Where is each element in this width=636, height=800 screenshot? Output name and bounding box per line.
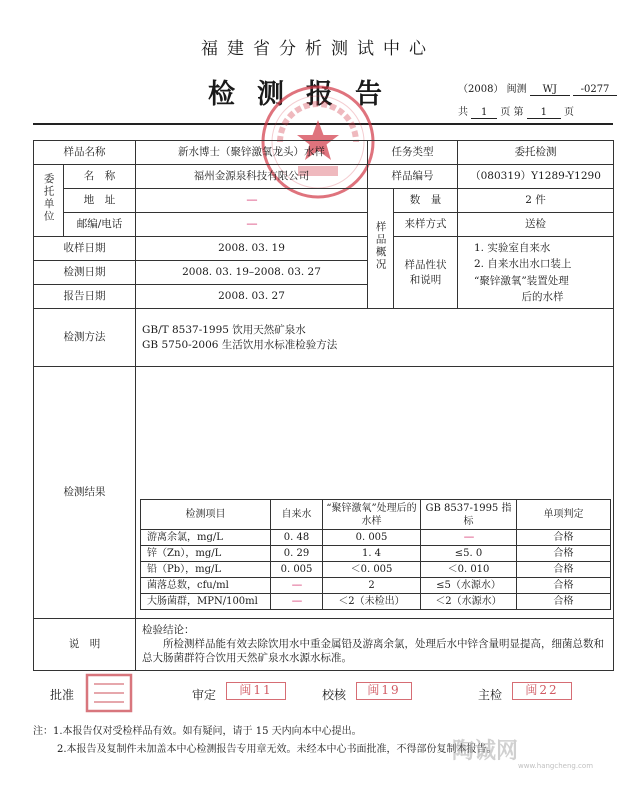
table-row [141, 562, 611, 578]
check-signature: 闽19 [356, 682, 412, 700]
results-header-treated: “聚锌激氧”处理后的水样 [323, 500, 421, 530]
results-item: 铅（Pb），mg/L [141, 562, 271, 578]
methods-cell [136, 309, 614, 367]
results-judgment: 合格 [517, 578, 611, 594]
receive-date-label: 收样日期 [34, 237, 136, 261]
footnote-2: 2.本报告及复制件未加盖本中心检测报告专用章无效。未经本中心书面批准，不得部份复制本报告。 [57, 744, 497, 755]
traits-item: 1. 实验室自来水 [474, 241, 551, 254]
method-item: GB/T 8537-1995 饮用天然矿泉水 [142, 324, 306, 337]
results-header-judgment: 单项判定 [517, 500, 611, 530]
approval-stamp-icon [84, 672, 134, 714]
report-year: （2008） [458, 84, 504, 95]
check-label: 校核 [322, 688, 347, 702]
results-treated: 0. 005 [323, 530, 421, 546]
results-treated: 2 [323, 578, 421, 594]
notes-title: 检验结论： [142, 624, 195, 636]
task-type-label: 任务类型 [368, 141, 458, 165]
results-standard: ---- [421, 530, 517, 546]
results-judgment: 合格 [517, 530, 611, 546]
traits-label-line-2: 和说明 [409, 273, 442, 286]
results-treated: ＜2（未检出） [323, 594, 421, 610]
report-code-b: -0277 [573, 84, 617, 96]
results-treated: ＜0. 005 [323, 562, 421, 578]
results-item: 游离余氯，mg/L [141, 530, 271, 546]
traits-label-line-1: 样品性状 [404, 259, 447, 272]
traits-list [458, 237, 614, 309]
results-table [140, 499, 611, 610]
results-tap: ---- [271, 594, 323, 610]
traits-item: 2. 自来水出水口装上 [474, 258, 572, 271]
results-header-standard: GB 8537-1995 指标 [421, 500, 517, 530]
client-name: 福州金源泉科技有限公司 [136, 165, 368, 189]
inspect-label: 主检 [478, 688, 503, 702]
traits-item: 后的水样 [521, 290, 564, 303]
task-type: 委托检测 [458, 141, 614, 165]
report-date: 2008. 03. 27 [136, 285, 368, 309]
traits-label [394, 237, 458, 309]
notes-cell [136, 619, 614, 671]
results-item: 锌（Zn），mg/L [141, 546, 271, 562]
approve-label: 批准 [50, 688, 75, 702]
results-header-item: 检测项目 [141, 500, 271, 530]
results-tap: ---- [271, 578, 323, 594]
table-row [141, 578, 611, 594]
postcode-phone-label: 邮编/电话 [64, 213, 136, 237]
traits-item: “聚锌激氧”装置处理 [474, 274, 569, 287]
delivery: 送检 [458, 213, 614, 237]
page-current: 1 [527, 107, 561, 119]
notes-text: 所检测样品能有效去除饮用水中重金属铅及游离余氯，处理后水中锌含量明显提高，细菌总数和总大肠菌群符合饮用天然矿泉水水源水标准。 [142, 638, 604, 665]
report-form [33, 140, 614, 671]
receive-date: 2008. 03. 19 [136, 237, 368, 261]
address-label: 地 址 [64, 189, 136, 213]
review-signature: 闽11 [226, 682, 286, 700]
results-treated: 1. 4 [323, 546, 421, 562]
results-item: 菌落总数，cfu/ml [141, 578, 271, 594]
report-prefix: 闽测 [506, 84, 527, 95]
results-standard: ≤5. 0 [421, 546, 517, 562]
quantity-label: 数 量 [394, 189, 458, 213]
footnote-1: 注：1.本报告仅对受检样品有效。如有疑问，请于 15 天内向本中心提出。 [33, 726, 362, 737]
address-value: ---- [136, 189, 368, 213]
pages-label-end: 页 [563, 107, 574, 118]
results-judgment: 合格 [517, 562, 611, 578]
method-label: 检测方法 [34, 309, 136, 367]
results-header-tap: 自来水 [271, 500, 323, 530]
postcode-phone-value: ---- [136, 213, 368, 237]
test-date: 2008. 03. 19–2008. 03. 27 [136, 261, 368, 285]
organization-name: 福建省分析测试中心 [201, 39, 435, 59]
results-judgment: 合格 [517, 546, 611, 562]
pages-total: 1 [471, 107, 497, 119]
sample-no-label: 样品编号 [368, 165, 458, 189]
sample-no: （080319）Y1289-Y1290 [458, 165, 614, 189]
notes-label: 说 明 [34, 619, 136, 671]
results-tap: 0. 29 [271, 546, 323, 562]
results-standard: ＜0. 010 [421, 562, 517, 578]
report-number [458, 80, 617, 96]
results-judgment: 合格 [517, 594, 611, 610]
table-row [141, 594, 611, 610]
delivery-label: 来样方式 [394, 213, 458, 237]
results-tap: 0. 005 [271, 562, 323, 578]
table-row [141, 530, 611, 546]
results-standard: ＜2（水源水） [421, 594, 517, 610]
results-standard: ≤5（水源水） [421, 578, 517, 594]
result-label: 检测结果 [34, 367, 136, 619]
watermark-brand: 陶诚网 [452, 739, 519, 764]
report-title: 检测报告 [208, 79, 404, 110]
sample-overview-label: 样品概况 [368, 189, 394, 309]
watermark-url: www.hangcheng.com [518, 762, 594, 770]
sample-name: 新水博士（聚锌激氧龙头）水样 [136, 141, 368, 165]
client-group-label: 委托单位 [34, 165, 64, 237]
results-item: 大肠菌群，MPN/100ml [141, 594, 271, 610]
results-cell [136, 367, 614, 619]
report-code-a: WJ [530, 84, 570, 96]
report-date-label: 报告日期 [34, 285, 136, 309]
client-name-label: 名 称 [64, 165, 136, 189]
review-label: 审定 [192, 688, 217, 702]
pages-label-unit: 页 第 [500, 107, 524, 118]
results-tap: 0. 48 [271, 530, 323, 546]
inspect-signature: 闽22 [512, 682, 572, 700]
page-count [458, 103, 574, 119]
quantity: 2 件 [458, 189, 614, 213]
test-date-label: 检测日期 [34, 261, 136, 285]
table-row [141, 546, 611, 562]
pages-label-total: 共 [458, 107, 468, 118]
method-item: GB 5750-2006 生活饮用水标准检验方法 [142, 338, 338, 351]
sample-name-label: 样品名称 [34, 141, 136, 165]
